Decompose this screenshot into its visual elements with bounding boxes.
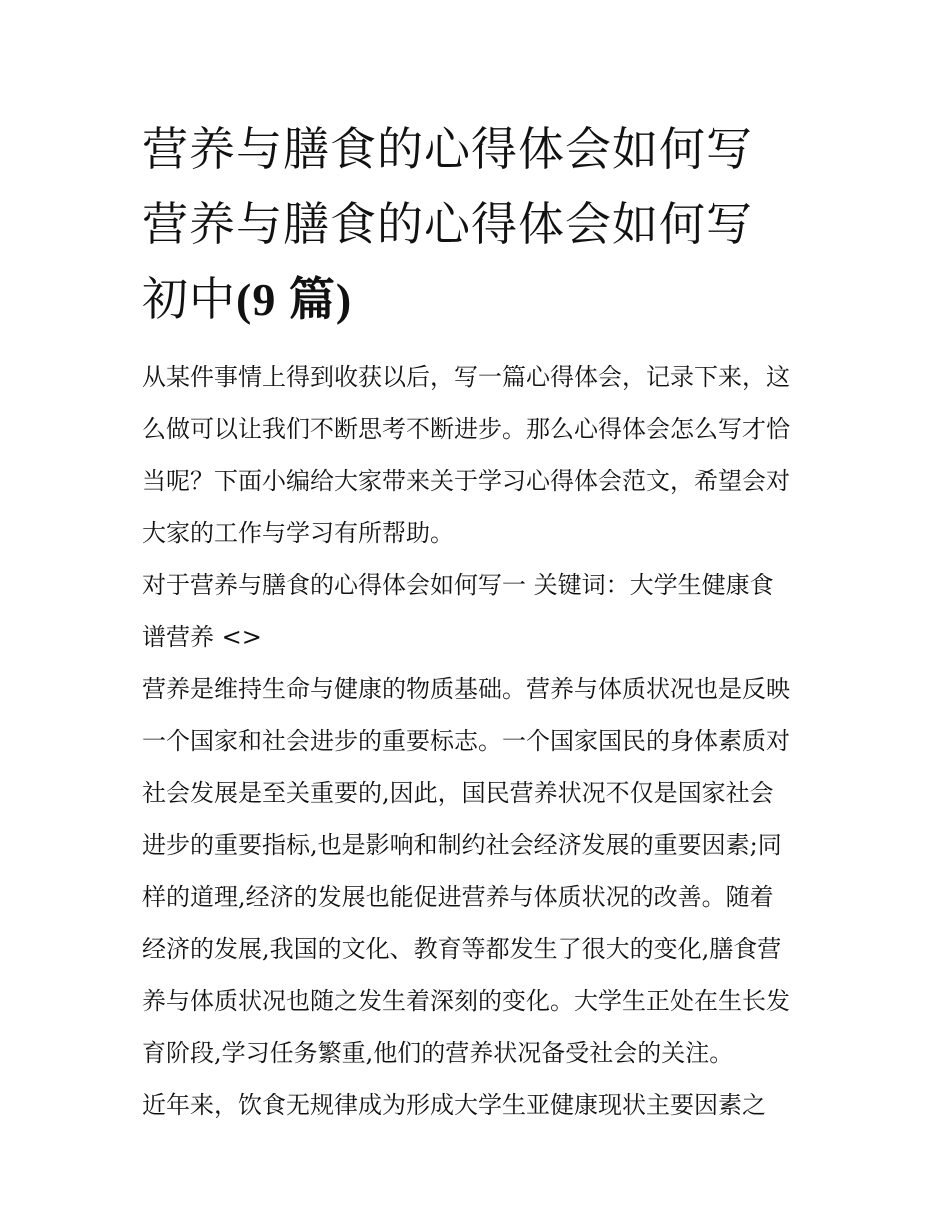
title-line-3-text: 初中: [142, 272, 236, 326]
intro-line: 大家的工作与学习有所帮助。: [142, 519, 454, 547]
closing-paragraph: [142, 1079, 812, 1131]
title-line-2: 营养与膳食的心得体会如何写: [142, 197, 753, 251]
keyword-line: 谱营养 <>: [142, 623, 262, 651]
body-line: 样的道理,经济的发展也能促进营养与体质状况的改善。随着: [142, 883, 774, 911]
body-line: 育阶段,学习任务繁重,他们的营养状况备受社会的关注。: [142, 1039, 734, 1067]
body-line: 营养是维持生命与健康的物质基础。营养与体质状况也是反映: [142, 675, 790, 703]
intro-line: 当呢？下面小编给大家带来关于学习心得体会范文，希望会对: [142, 467, 790, 495]
body-paragraph: [142, 663, 812, 1079]
intro-line: 么做可以让我们不断思考不断进步。那么心得体会怎么写才恰: [142, 415, 790, 443]
body-line: 一个国家和社会进步的重要标志。一个国家国民的身体素质对: [142, 727, 790, 755]
keyword-line: 对于营养与膳食的心得体会如何写一 关键词：大学生健康食: [142, 571, 774, 599]
title-line-3: [142, 262, 812, 337]
body-line: 进步的重要指标,也是影响和制约社会经济发展的重要因素;同: [142, 831, 782, 859]
body-line: 经济的发展,我国的文化、教育等都发生了很大的变化,膳食营: [142, 935, 782, 963]
body-line: 养与体质状况也随之发生着深刻的变化。大学生正处在生长发: [142, 987, 790, 1015]
body-line: 社会发展是至关重要的,因此，国民营养状况不仅是国家社会: [142, 779, 774, 807]
keyword-paragraph: [142, 559, 812, 663]
title-line-1: 营养与膳食的心得体会如何写: [142, 122, 753, 176]
document-content: [142, 112, 812, 1131]
intro-paragraph: [142, 351, 812, 559]
title-count: (9 篇): [236, 274, 353, 325]
intro-line: 从某件事情上得到收获以后，写一篇心得体会，记录下来，这: [142, 363, 790, 391]
document-title: [142, 112, 812, 337]
closing-line: 近年来，饮食无规律成为形成大学生亚健康现状主要因素之: [142, 1091, 766, 1119]
